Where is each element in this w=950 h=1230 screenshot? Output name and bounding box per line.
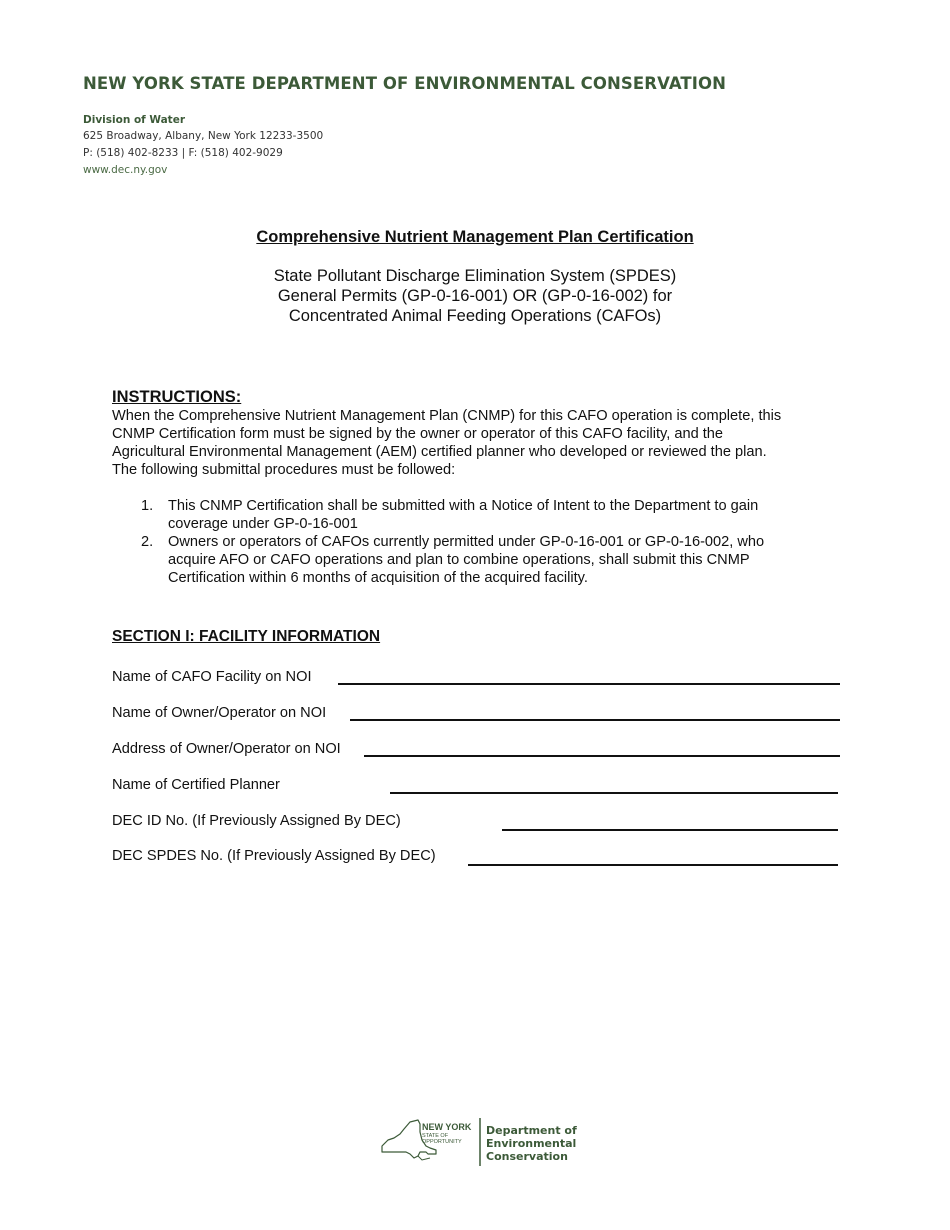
field-label-dec-spdes: DEC SPDES No. (If Previously Assigned By DEC) (112, 848, 436, 864)
subtitle-line: Concentrated Animal Feeding Operations (CAFOs) (288, 307, 662, 325)
document-title: Comprehensive Nutrient Management Plan Certification (256, 228, 694, 246)
instructions-paragraph-line: CNMP Certification form must be signed by the owner or operator of this CAFO facility, and the (112, 426, 724, 442)
phone-fax: P: (518) 402-8233 | F: (518) 402-9029 (83, 147, 283, 159)
instructions-paragraph-line: Agricultural Environmental Management (AEM) certified planner who developed or reviewed the plan. (112, 444, 767, 460)
agency-name: NEW YORK STATE DEPARTMENT OF ENVIRONMENTAL CONSERVATION (83, 74, 727, 93)
logo-dept-text: Environmental (486, 1137, 577, 1150)
owner-operator-address-field[interactable] (364, 755, 840, 757)
instructions-paragraph-line: When the Comprehensive Nutrient Management Plan (CNMP) for this CAFO operation is complete, this (112, 408, 782, 424)
certified-planner-name-field[interactable] (390, 792, 838, 794)
street-address: 625 Broadway, Albany, New York 12233-3500 (83, 130, 324, 142)
list-item-line: Certification within 6 months of acquisition of the acquired facility. (168, 570, 588, 586)
owner-operator-name-field[interactable] (350, 719, 840, 721)
nys-dec-logo (380, 1116, 580, 1170)
list-item-line: acquire AFO or CAFO operations and plan to combine operations, shall submit this CNMP (168, 552, 750, 568)
field-label-owner-operator: Name of Owner/Operator on NOI (112, 705, 327, 721)
subtitle-line: State Pollutant Discharge Elimination System (SPDES) (273, 267, 677, 285)
logo-dept-text: Conservation (486, 1150, 568, 1163)
list-item-line: Owners or operators of CAFOs currently permitted under GP-0-16-001 or GP-0-16-002, who (168, 534, 765, 550)
section-1-heading: SECTION I: FACILITY INFORMATION (112, 628, 381, 645)
logo-state-text: NEW YORK (422, 1122, 472, 1132)
cafo-facility-name-field[interactable] (338, 683, 840, 685)
list-item-line: This CNMP Certification shall be submitted with a Notice of Intent to the Department to gain (168, 498, 759, 514)
field-label-certified-planner: Name of Certified Planner (112, 777, 280, 793)
logo-state-text: STATE OF (422, 1133, 449, 1139)
division-name: Division of Water (83, 114, 186, 126)
dec-id-number-field[interactable] (502, 829, 838, 831)
website-link[interactable]: www.dec.ny.gov (83, 164, 168, 176)
list-item-line: coverage under GP-0-16-001 (168, 516, 358, 532)
logo-state-text: OPPORTUNITY (422, 1139, 462, 1145)
field-label-cafo-facility: Name of CAFO Facility on NOI (112, 669, 312, 685)
subtitle-line: General Permits (GP-0-16-001) OR (GP-0-16-002) for (277, 287, 673, 305)
instructions-paragraph-line: The following submittal procedures must be followed: (112, 462, 456, 478)
field-label-dec-id: DEC ID No. (If Previously Assigned By DEC) (112, 813, 401, 829)
field-label-owner-address: Address of Owner/Operator on NOI (112, 741, 341, 757)
dec-spdes-number-field[interactable] (468, 864, 838, 866)
instructions-heading: INSTRUCTIONS: (112, 388, 242, 406)
logo-dept-text: Department of (486, 1124, 577, 1137)
list-item-number: 1. (141, 498, 154, 514)
list-item-number: 2. (141, 534, 154, 550)
